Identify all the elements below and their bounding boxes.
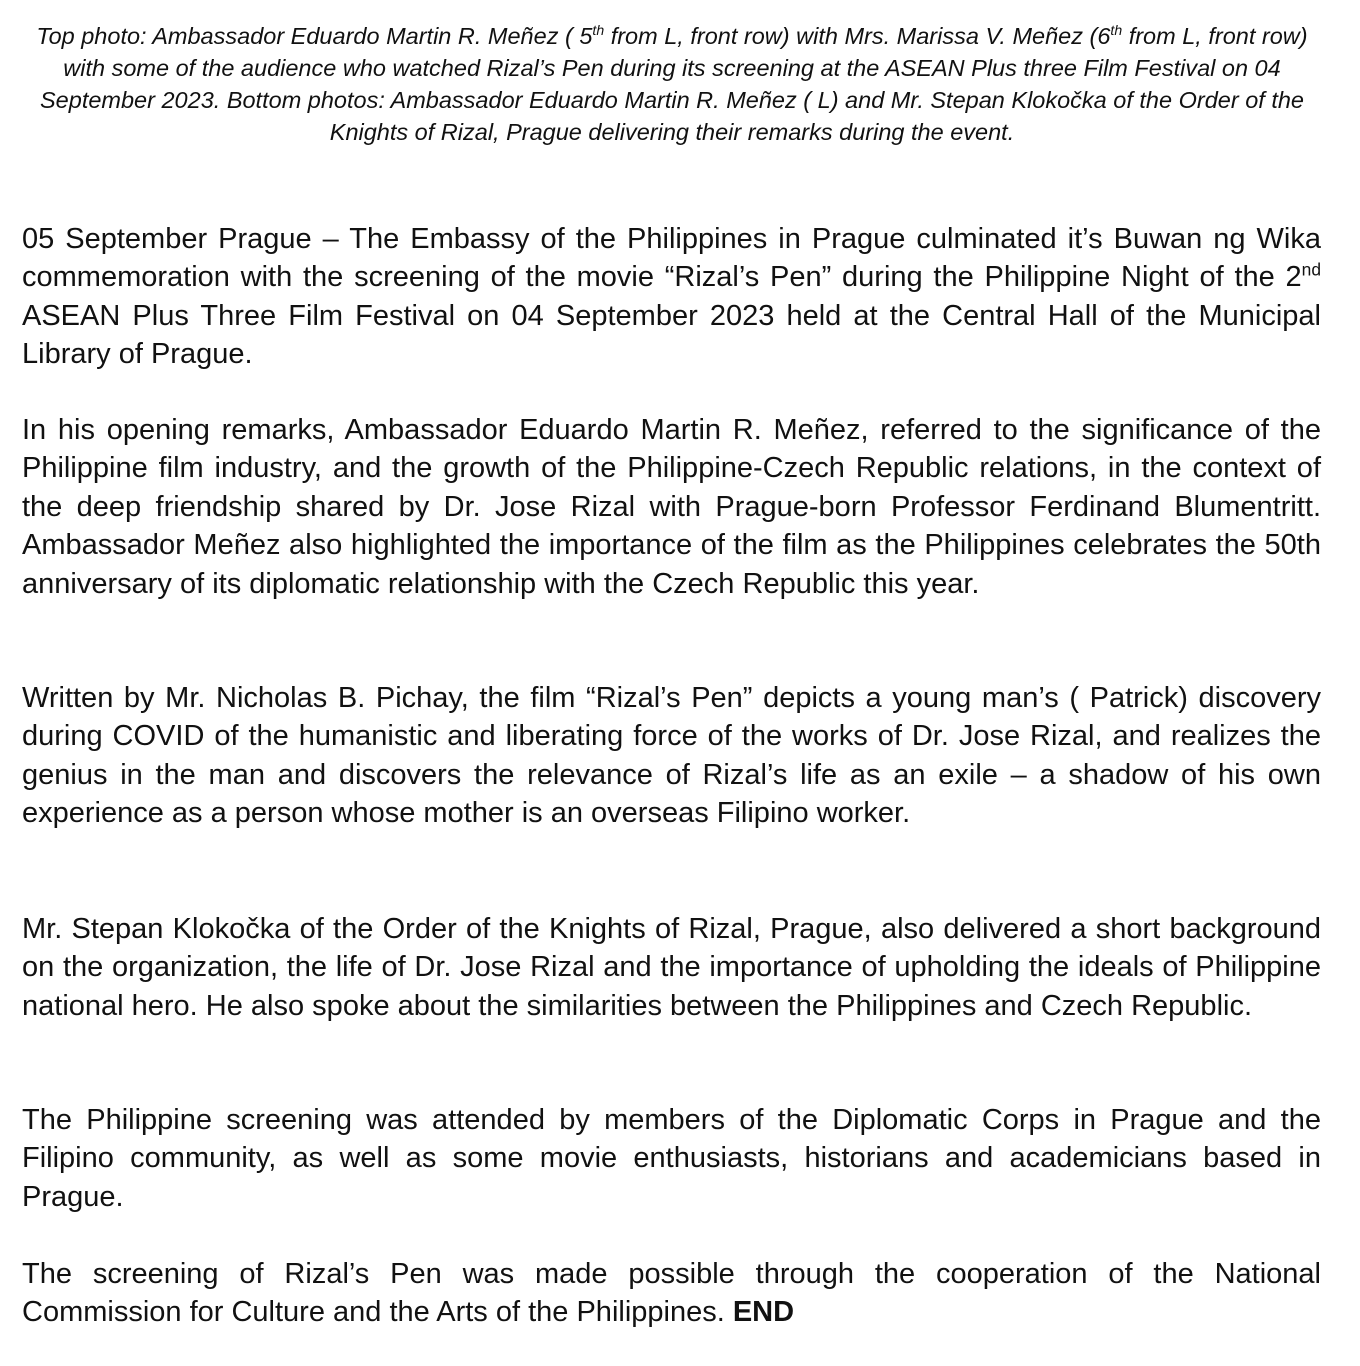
article-paragraph-5: The Philippine screening was attended by members of the Diplomatic Corps in Prague and the Filipino community, as well as some movie enthusiasts, historians and academicians based in Prague. bbox=[22, 1104, 1321, 1213]
article-paragraph-6 bbox=[22, 1255, 1321, 1332]
paragraph-superscript: nd bbox=[1301, 259, 1321, 280]
paragraph-text: ASEAN Plus Three Film Festival on 04 September 2023 held at the Central Hall of the Municipal Library of Prague. bbox=[22, 299, 1321, 371]
caption-text: from L, front row) with some of the audience who watched Rizal’s Pen during its screening at the ASEAN Plus three Film Festival on 04 September 2023. Bottom photos: Ambassador Eduardo Martin R. Meñez ( L) and Mr. Stepan Klokočka of the Order of the Knights of Rizal, Prague delivering their remarks during the event. bbox=[40, 23, 1308, 145]
article-paragraph-3: Written by Mr. Nicholas B. Pichay, the film “Rizal’s Pen” depicts a young man’s ( Patrick) discovery during COVID of the humanistic and liberating force of the works of Dr. Jose Rizal, and realizes the genius in the man and discovers the relevance of Rizal’s life as an exile – a shadow of his own experience as a person whose mother is an overseas Filipino worker. bbox=[22, 682, 1321, 830]
end-marker: END bbox=[732, 1296, 795, 1329]
caption-superscript: th bbox=[592, 22, 605, 39]
article-paragraph-2: In his opening remarks, Ambassador Eduardo Martin R. Meñez, referred to the significance of the Philippine film industry, and the growth of the Philippine-Czech Republic relations, in the context of the deep friendship shared by Dr. Jose Rizal with Prague-born Professor Ferdinand Blumentritt. Ambassador Meñez also highlighted the importance of the film as the Philippines celebrates the 50th anniversary of its diplomatic relationship with the Czech Republic this year. bbox=[22, 414, 1321, 600]
caption-text: Top photo: Ambassador Eduardo Martin R. Meñez ( 5 bbox=[36, 23, 593, 49]
paragraph-text: The screening of Rizal’s Pen was made possible through the cooperation of the National Commission for Culture and the Arts of the Philippines. bbox=[22, 1258, 1321, 1329]
article-paragraph-4: Mr. Stepan Klokočka of the Order of the Knights of Rizal, Prague, also delivered a short background on the organization, the life of Dr. Jose Rizal and the importance of upholding the ideals of Philippine national hero. He also spoke about the similarities between the Philippines and Czech Republic. bbox=[22, 913, 1321, 1022]
caption-superscript: th bbox=[1110, 22, 1123, 39]
caption-text: from L, front row) with Mrs. Marissa V. Meñez (6 bbox=[604, 23, 1111, 49]
photo-caption bbox=[22, 20, 1322, 148]
article-paragraph-1 bbox=[22, 220, 1321, 374]
paragraph-text: 05 September Prague – The Embassy of the Philippines in Prague culminated it’s Buwan ng Wika commemoration with the screening of the movie “Rizal’s Pen” during the Philippine Night of the 2 bbox=[22, 223, 1321, 294]
